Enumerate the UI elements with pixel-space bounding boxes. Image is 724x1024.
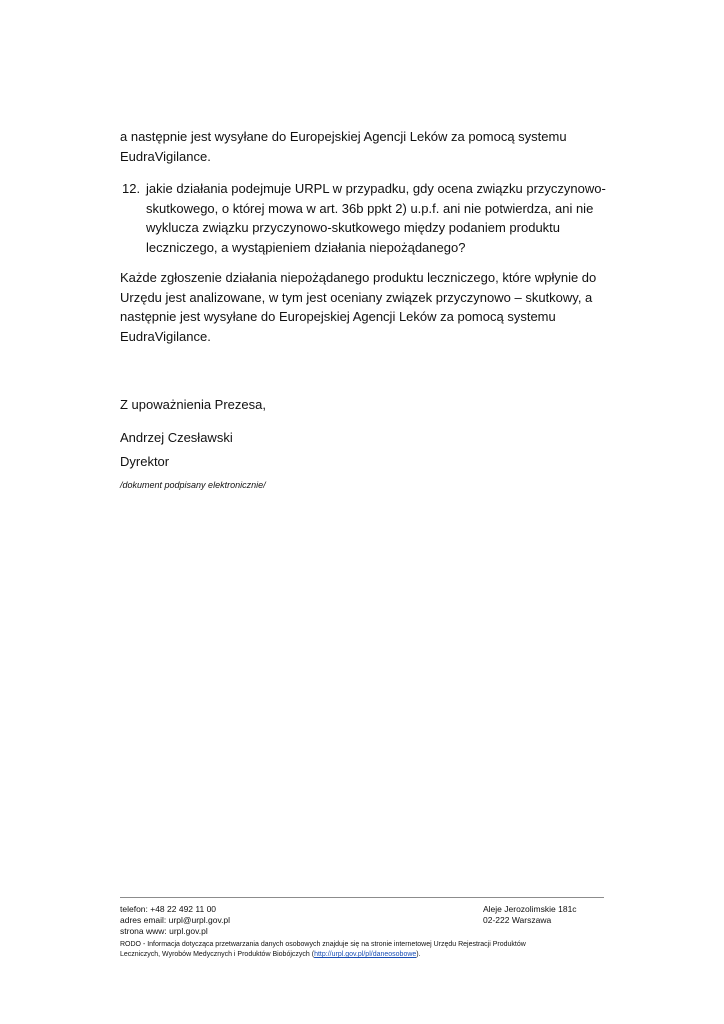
- footer-divider: [120, 897, 604, 898]
- rodo-line-2: [120, 950, 604, 960]
- footer-website: strona www: urpl.gov.pl: [120, 926, 208, 936]
- electronic-signature-note: /dokument podpisany elektronicznie/: [120, 480, 266, 490]
- footer-address: [483, 904, 577, 926]
- answer-paragraph: Każde zgłoszenie działania niepożądanego produktu leczniczego, które wpłynie do Urzędu jest analizowane, w tym jest oceniany związek przyczynowo – skutkowy, a następnie jest wysyłane do Europejskiej Agencji Leków za pomocą systemu EudraVigilance.: [120, 270, 597, 344]
- question-number: 12.: [122, 181, 141, 196]
- rodo-text: Leczniczych, Wyrobów Medycznych i Produktów Biobójczych (: [120, 951, 315, 958]
- rodo-link[interactable]: http://urpl.gov.pl/pl/daneosobowe: [314, 951, 417, 958]
- footer-rodo-notice: [120, 940, 604, 960]
- signatory-title: Dyrektor: [120, 454, 170, 469]
- paragraph-continuation: [120, 127, 600, 166]
- signatory-name: Andrzej Czesławski: [120, 430, 233, 445]
- footer-address-line-1: Aleje Jerozolimskie 181c: [483, 904, 577, 914]
- footer-address-line-2: 02-222 Warszawa: [483, 915, 552, 925]
- rodo-text-end: ).: [416, 951, 421, 958]
- footer-email: adres email: urpl@urpl.gov.pl: [120, 915, 231, 925]
- footer-contact: [120, 904, 230, 937]
- footer-phone: telefon: +48 22 492 11 00: [120, 904, 217, 914]
- paragraph-line: EudraVigilance.: [120, 148, 211, 164]
- question-text: jakie działania podejmuje URPL w przypadku, gdy ocena związku przyczynowo- skutkowego, o której mowa w art. 36b ppkt 2) u.p.f. ani nie potwierdza, ani nie wyklucza związku przyczynowo-skutkowego między podaniem produktu leczniczego, a wystąpieniem działania niepożądanego?: [146, 181, 606, 255]
- paragraph-line: a następnie jest wysyłane do Europejskiej Agencji Leków za pomocą systemu: [120, 129, 567, 144]
- rodo-line-1: RODO - Informacja dotycząca przetwarzania danych osobowych znajduje się na stronie internetowej Urzędu Rejestracji Produktów: [120, 941, 526, 948]
- closing-phrase: Z upoważnienia Prezesa,: [120, 397, 266, 412]
